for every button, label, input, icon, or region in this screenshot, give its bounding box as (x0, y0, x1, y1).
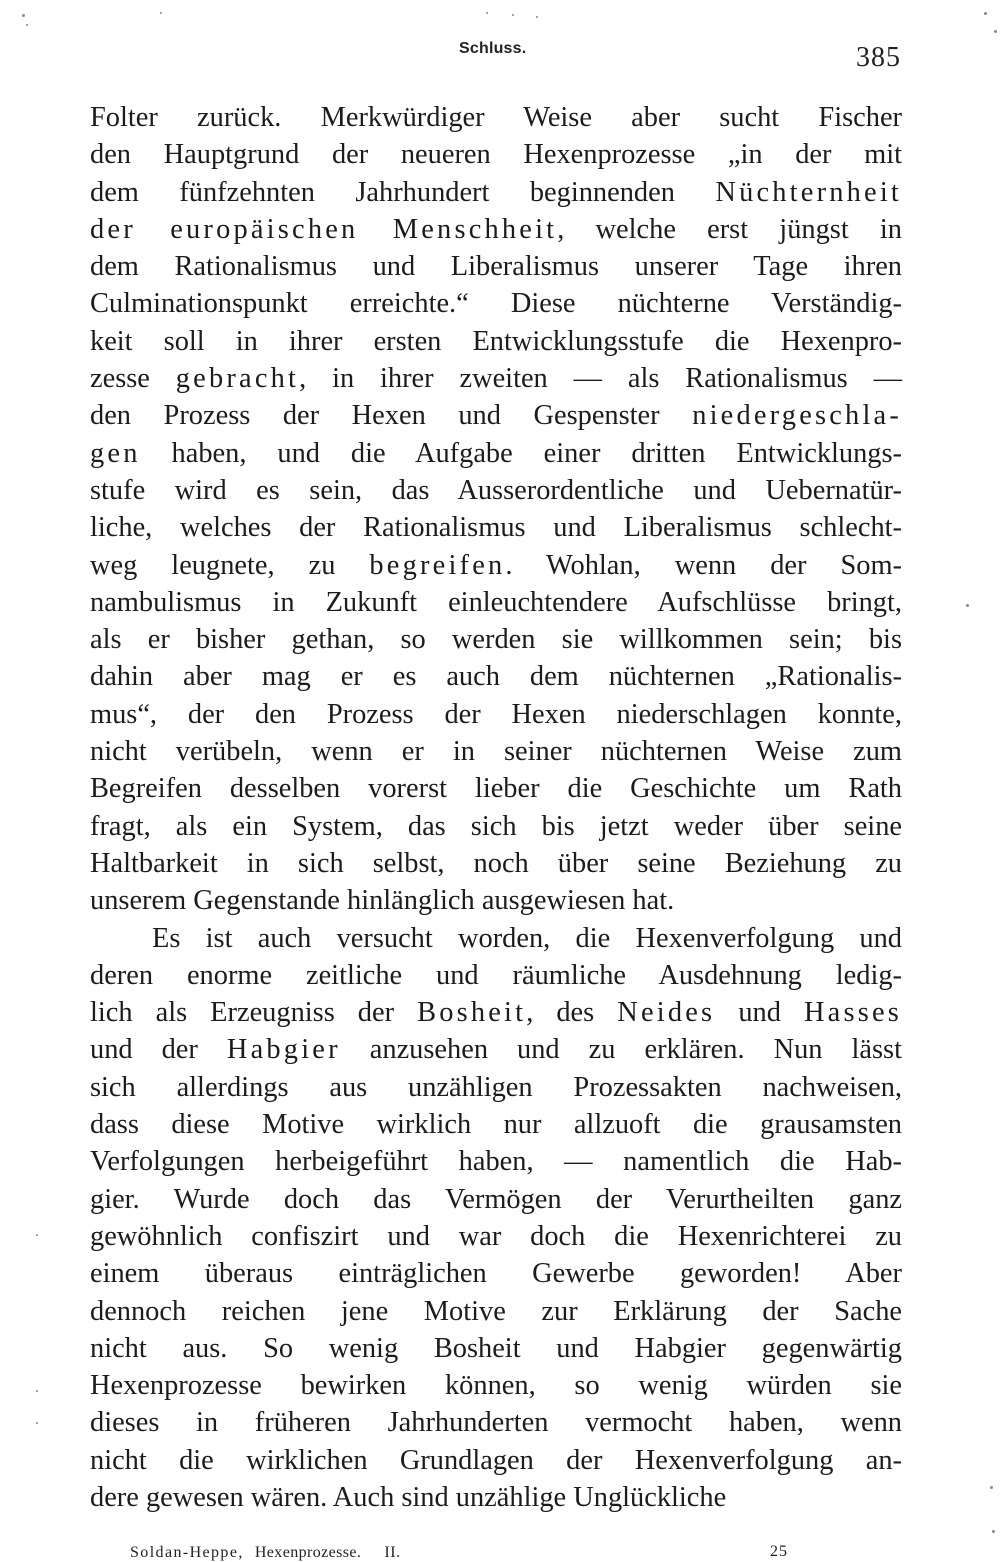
text-line (90, 1404, 902, 1441)
text-line (90, 1330, 902, 1367)
text-line (90, 472, 902, 509)
emphasized-text: Habgier (226, 1034, 341, 1066)
text-run: mus“, der den Prozess der Hexen niederschlagen konnte, (90, 698, 902, 730)
text-run: nicht aus. So wenig Bosheit und Habgier gegenwärtig (90, 1332, 902, 1364)
scan-speck (994, 30, 997, 33)
text-run: gier. Wurde doch das Vermögen der Verurtheilten ganz (90, 1183, 902, 1215)
text-line (90, 733, 902, 770)
text-line (90, 360, 902, 397)
text-line (90, 1031, 902, 1068)
text-run: dieses in früheren Jahrhunderten vermocht haben, wenn (90, 1407, 902, 1439)
text-run: Verfolgungen herbeigeführt haben, — namentlich die Hab- (90, 1146, 902, 1178)
text-run: unserem Gegenstande hinlänglich ausgewiesen hat. (90, 885, 675, 917)
scan-speck (536, 16, 538, 18)
text-run: dass diese Motive wirklich nur allzuoft die grausamsten (90, 1109, 902, 1141)
text-run: Begreifen desselben vorerst lieber die Geschichte um Rath (90, 773, 902, 805)
text-line (90, 174, 902, 211)
sheet-number: 25 (770, 1543, 788, 1560)
signature-volume: II. (384, 1544, 401, 1561)
text-line (90, 1218, 902, 1255)
running-head-title: Schluss. (459, 40, 527, 57)
text-run: fragt, als ein System, das sich bis jetzt weder über seine (90, 810, 902, 842)
scan-speck (22, 14, 25, 17)
text-line (90, 621, 902, 658)
text-line (90, 584, 902, 621)
text-run: weg leugnete, zu (90, 549, 370, 581)
text-line (90, 1479, 902, 1516)
text-line (90, 1143, 902, 1180)
text-line (90, 957, 902, 994)
text-line (90, 1255, 902, 1292)
text-run: . Wohlan, wenn der Som- (505, 549, 903, 581)
text-run: den Prozess der Hexen und Gespenster (90, 400, 693, 432)
text-run: gewöhnlich confiszirt und war doch die Hexenrichterei zu (90, 1220, 902, 1252)
scan-speck (512, 14, 514, 16)
text-line (90, 994, 902, 1031)
text-line (90, 136, 902, 173)
text-line (90, 845, 902, 882)
text-run: nambulismus in Zukunft einleuchtendere Aufschlüsse bringt, (90, 586, 902, 618)
text-line (90, 920, 902, 957)
emphasized-text: niedergeschla- (692, 400, 902, 432)
signature-title: Hexenprozesse. (254, 1544, 362, 1561)
text-line (90, 1442, 902, 1479)
emphasized-text: Neides (617, 997, 716, 1029)
text-run: Folter zurück. Merkwürdiger Weise aber sucht Fischer (90, 102, 902, 133)
text-run: nicht verübeln, wenn er in seiner nüchternen Weise zum (90, 736, 902, 768)
text-line (90, 1181, 902, 1218)
text-run: anzusehen und zu erklären. Nun lässt (340, 1034, 902, 1066)
emphasized-text: Hasses (803, 997, 903, 1029)
signature-editors: Soldan-Heppe, (130, 1544, 244, 1561)
text-line (90, 211, 902, 248)
text-run: dem fünfzehnten Jahrhundert beginnenden (90, 176, 716, 208)
emphasized-text: Bosheit (417, 997, 527, 1029)
text-run: nicht die wirklichen Grundlagen der Hexenverfolgung an- (90, 1444, 902, 1476)
scan-speck (36, 1422, 38, 1424)
text-line (90, 1367, 902, 1404)
printer-signature (130, 1544, 401, 1562)
text-run: Es ist auch versucht worden, die Hexenverfolgung und (152, 922, 902, 954)
text-line (90, 248, 902, 285)
text-run: sich allerdings aus unzähligen Prozessakten nachweisen, (90, 1071, 902, 1103)
scan-speck (486, 12, 488, 14)
text-run: dennoch reichen jene Motive zur Erklärung der Sache (90, 1295, 902, 1327)
text-run: keit soll in ihrer ersten Entwicklungsstufe die Hexenpro- (90, 325, 902, 357)
text-line (90, 509, 902, 546)
text-line (90, 1106, 902, 1143)
text-line (90, 658, 902, 695)
text-run: Culminationspunkt erreichte.“ Diese nüchterne Verständig- (90, 288, 902, 320)
body-text (90, 99, 902, 1516)
text-run: , des (526, 997, 618, 1029)
text-line (90, 882, 902, 919)
emphasized-text: gebracht (175, 363, 300, 395)
emphasized-text: begreifen (369, 549, 506, 581)
text-run: liche, welches der Rationalismus und Liberalismus schlecht- (90, 512, 902, 544)
scan-speck (992, 1530, 995, 1533)
text-line (90, 808, 902, 845)
scan-speck (984, 12, 987, 15)
text-line (90, 547, 902, 584)
text-run: und der (90, 1034, 227, 1066)
text-run: als er bisher gethan, so werden sie willkommen sein; bis (90, 624, 902, 656)
text-line (90, 285, 902, 322)
scan-speck (160, 12, 162, 14)
text-run: Haltbarkeit in sich selbst, noch über seine Beziehung zu (90, 847, 902, 879)
text-line (90, 99, 902, 136)
page-number: 385 (856, 42, 901, 73)
emphasized-text: gen (90, 437, 141, 469)
text-run: Hexenprozesse bewirken können, so wenig würden sie (90, 1370, 902, 1402)
text-run: haben, und die Aufgabe einer dritten Entwicklungs- (140, 437, 902, 469)
text-run: zesse (90, 363, 176, 395)
text-line (90, 323, 902, 360)
emphasized-text: Nüchternheit (715, 176, 902, 208)
text-run: dahin aber mag er es auch dem nüchternen „Rationalis- (90, 661, 902, 693)
text-run: einem überaus einträglichen Gewerbe geworden! Aber (90, 1258, 902, 1290)
text-run: stufe wird es sein, das Ausserordentliche und Uebernatür- (90, 474, 902, 506)
text-run: dere gewesen wären. Auch sind unzählige Unglückliche (90, 1481, 727, 1513)
text-run: , welche erst jüngst in (557, 213, 902, 245)
scan-speck (36, 1390, 38, 1392)
scan-speck (990, 1486, 993, 1489)
scan-speck (26, 24, 28, 26)
text-run: deren enorme zeitliche und räumliche Ausdehnung ledig- (90, 959, 902, 991)
text-run: und (715, 997, 804, 1029)
text-run: lich als Erzeugniss der (90, 997, 418, 1029)
text-line (90, 397, 902, 434)
text-run: , in ihrer zweiten — als Rationalismus — (299, 363, 902, 395)
text-line (90, 1293, 902, 1330)
text-run: dem Rationalismus und Liberalismus unserer Tage ihren (90, 251, 902, 283)
scan-speck (36, 1234, 38, 1236)
text-line (90, 770, 902, 807)
text-run: den Hauptgrund der neueren Hexenprozesse „in der mit (90, 139, 902, 171)
scan-speck (966, 604, 969, 607)
text-line (90, 1069, 902, 1106)
text-line (90, 696, 902, 733)
text-line (90, 435, 902, 472)
emphasized-text: der europäischen Menschheit (90, 213, 558, 245)
